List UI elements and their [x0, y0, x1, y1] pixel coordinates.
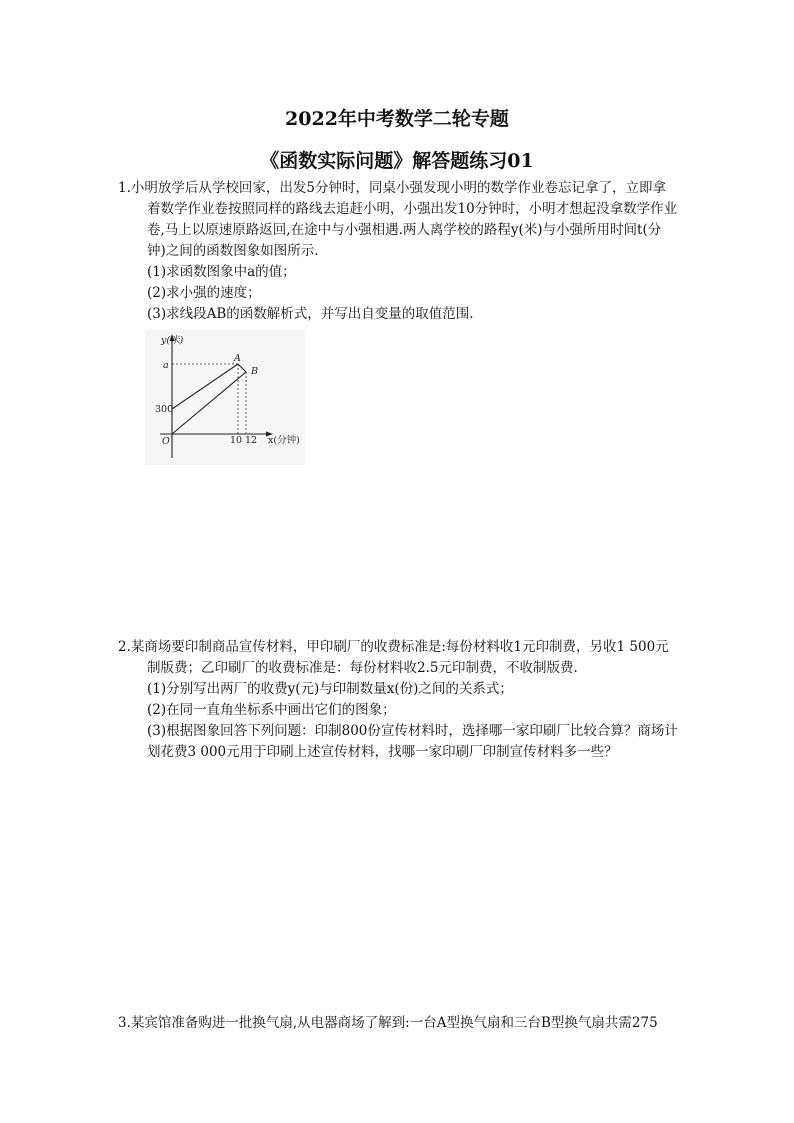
- x-tick-12: 12: [245, 435, 258, 446]
- point-b-label: B: [251, 366, 258, 377]
- document-subtitle: 《函数实际问题》解答题练习01: [260, 150, 534, 172]
- x-axis-label: x(分钟): [268, 435, 300, 446]
- question-3-line: 3.某宾馆准备购进一批换气扇,从电器商场了解到:一台A型换气扇和三台B型换气扇共需275: [118, 1015, 658, 1031]
- question-2-line: 制版费；乙印刷厂的收费标准是：每份材料收2.5元印制费，不收制版费.: [147, 660, 578, 676]
- question-1: [118, 178, 706, 325]
- origin-label: O: [162, 436, 170, 447]
- question-2-sub-3-cont: 划花费3 000元用于印刷上述宣传材料，找哪一家印刷厂印制宣传材料多一些？: [147, 744, 618, 760]
- document-title: 2022年中考数学二轮专题: [285, 108, 509, 130]
- question-2-sub-3: (3)根据图象回答下列问题：印制800份宣传材料时，选择哪一家印刷厂比较合算？商场计: [147, 723, 678, 739]
- question-2-sub-2: (2)在同一直角坐标系中画出它们的图象；: [147, 702, 396, 718]
- question-1-sub-1: (1)求函数图象中a的值；: [147, 264, 296, 280]
- question-1-sub-3: (3)求线段AB的函数解析式，并写出自变量的取值范围.: [147, 306, 474, 322]
- y-axis-label: y(米): [161, 335, 184, 346]
- question-2-line: 2.某商场要印制商品宣传材料，甲印刷厂的收费标准是:每份材料收1元印制费，另收1 500元: [118, 639, 669, 655]
- question-3: [118, 1013, 706, 1034]
- function-graph-svg: [145, 330, 305, 465]
- question-2-sub-1: (1)分别写出两厂的收费y(元)与印制数量x(份)之间的关系式；: [147, 681, 513, 697]
- point-a-label: A: [234, 353, 241, 364]
- question-1-line: 卷,马上以原速原路返回,在途中与小强相遇.两人离学校的路程y(米)与小强所用时间t(分: [147, 222, 662, 238]
- question-1-line: 钟)之间的函数图象如图所示.: [147, 243, 319, 259]
- x-tick-10: 10: [230, 435, 243, 446]
- question-1-line: 1.小明放学后从学校回家，出发5分钟时，同桌小强发现小明的数学作业卷忘记拿了，立即拿: [118, 180, 666, 196]
- y-tick-300: 300: [155, 404, 174, 415]
- question-1-line: 着数学作业卷按照同样的路线去追赶小明，小强出发10分钟时，小明才想起没拿数学作业: [147, 201, 678, 217]
- y-tick-a: a: [163, 360, 169, 371]
- question-2: [118, 637, 706, 763]
- question-1-sub-2: (2)求小强的速度；: [147, 285, 261, 301]
- question-1-graph: [145, 330, 305, 465]
